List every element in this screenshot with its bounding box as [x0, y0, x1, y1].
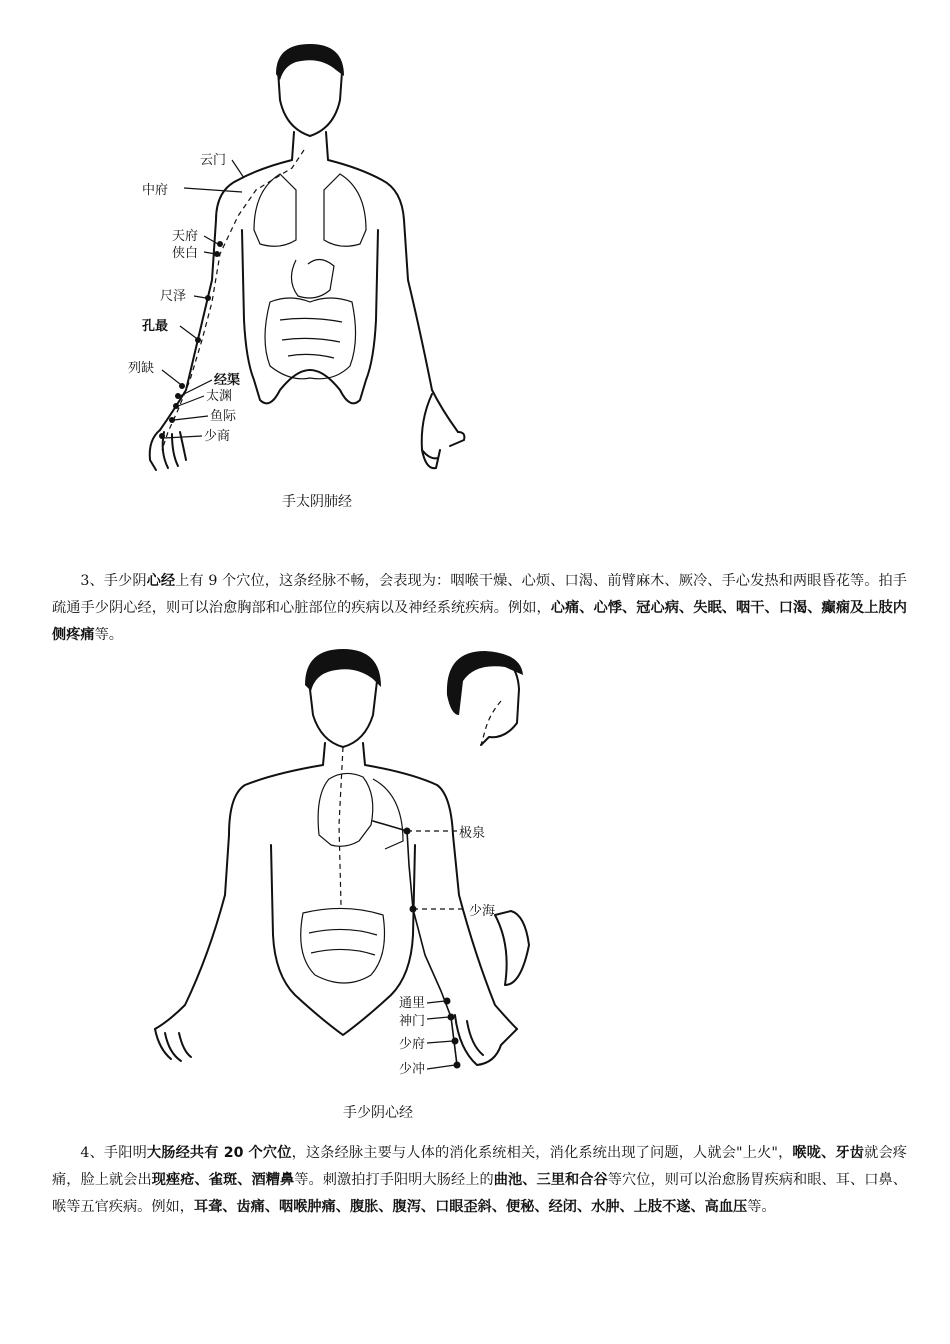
- right-lung: [373, 779, 403, 849]
- paragraph-3-text-2: 上有 9 个穴位，这条经脉不畅，会表现为：咽喉干燥、心烦、口渴、前臂麻木、厥冷、手心发热和两眼昏花等。拍手疏通手少阴心经，则可以治愈胸部和心脏部位的疾病以及神经系统疾病。例如，: [52, 573, 907, 616]
- intestines-folds: [309, 929, 377, 955]
- label-yuji: 鱼际: [210, 409, 237, 424]
- hair: [276, 44, 344, 80]
- paragraph-4-text-4: 等。刺激拍打手阳明大肠经上的: [294, 1172, 494, 1188]
- label-lieque: 列缺: [128, 361, 155, 376]
- paragraph-4-bold-1: 大肠经共有 20 个穴位: [146, 1145, 292, 1161]
- paragraph-4-bold-2: 喉咙、牙齿: [792, 1145, 865, 1161]
- paragraph-3-bold-2: 心痛、心悸、冠心病、失眠、咽干、口渴、癫痫及上肢内侧疼痛: [52, 600, 907, 643]
- left-arm-outline: [155, 743, 325, 1029]
- paragraph-3-text-1: 3、手少阴: [80, 573, 147, 589]
- side-hair: [447, 651, 523, 715]
- label-xiabai: 侠白: [172, 246, 199, 261]
- torso-outline: [271, 845, 415, 1035]
- paragraph-3-bold-1: 心经: [146, 573, 176, 589]
- left-hand: [155, 1029, 191, 1061]
- label-yunmen: 云门: [200, 153, 227, 168]
- label-jiquan: 极泉: [459, 826, 486, 841]
- inner-branch: [339, 747, 343, 905]
- right-hand: [455, 1015, 517, 1065]
- label-jingqu: 经渠: [214, 373, 241, 388]
- paragraph-4-text-5: 等穴位，则可以治愈肠胃疾病和眼、耳、口鼻、喉等五官疾病。例如，: [52, 1172, 907, 1215]
- torso-outline: [242, 230, 378, 403]
- detail-hand: [495, 911, 529, 985]
- paragraph-4-text-6: 等。: [747, 1199, 776, 1215]
- label-taiyuan: 太渊: [206, 389, 233, 404]
- paragraph-4-bold-4: 曲池、三里和合谷: [493, 1172, 608, 1188]
- label-tianfu: 天府: [172, 229, 199, 244]
- label-shaofu: 少府: [399, 1037, 426, 1052]
- label-tongli: 通里: [399, 996, 426, 1011]
- paragraph-3: [52, 568, 907, 649]
- right-arm-outline: [363, 743, 517, 1029]
- face-branch: [481, 701, 501, 745]
- leader-lines-right: [407, 831, 467, 909]
- paragraph-4-text-3: 就会疼痛，脸上就会出: [52, 1145, 907, 1188]
- stomach: [291, 259, 334, 298]
- figure1-caption: 手太阴肺经: [282, 494, 352, 510]
- leader-lines-left: [427, 1001, 455, 1069]
- paragraph-4-bold-5: 耳聋、齿痛、咽喉肿痛、腹胀、腹泻、口眼歪斜、便秘、经闭、水肿、上肢不遂、高血压: [193, 1199, 748, 1215]
- paragraph-3-text-3: 等。: [94, 627, 123, 643]
- heart-lungs: [318, 773, 373, 846]
- label-shaoshang: 少商: [204, 429, 231, 444]
- label-shenmen: 神门: [399, 1014, 426, 1029]
- label-shaohai: 少海: [469, 904, 496, 919]
- left-hand: [150, 430, 186, 470]
- paragraph-4-text-2: ，这条经脉主要与人体的消化系统相关，消化系统出现了问题，人就会"上火"，: [291, 1145, 793, 1161]
- left-lung: [254, 174, 296, 246]
- heart-meridian-figure: [145, 645, 565, 1125]
- right-hand: [422, 394, 465, 468]
- paragraph-4: [52, 1140, 907, 1221]
- right-lung: [324, 174, 366, 246]
- paragraph-4-text-1: 4、手阳明: [80, 1145, 147, 1161]
- right-arm-outline: [326, 132, 458, 432]
- label-shaochong: 少冲: [399, 1062, 426, 1077]
- label-zhongfu: 中府: [142, 183, 169, 198]
- figure2-caption: 手少阴心经: [343, 1105, 413, 1121]
- paragraph-4-bold-3: 现痤疮、雀斑、酒糟鼻: [151, 1172, 295, 1188]
- intestines: [301, 908, 385, 983]
- intestines-folds: [280, 318, 342, 358]
- label-chize: 尺泽: [160, 289, 187, 304]
- lung-meridian-figure: [120, 40, 500, 520]
- label-kongzui: 孔最: [142, 319, 169, 334]
- hair: [305, 649, 381, 691]
